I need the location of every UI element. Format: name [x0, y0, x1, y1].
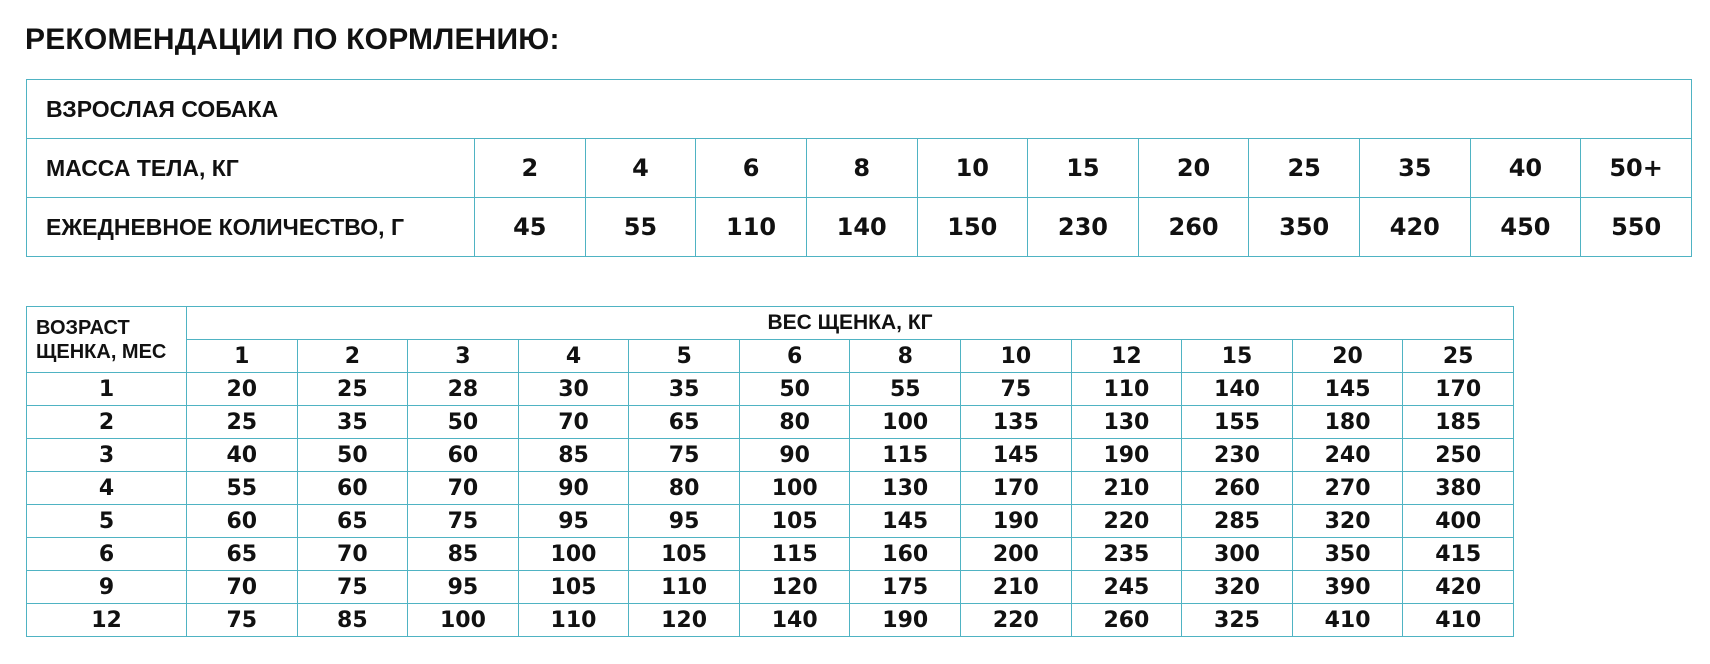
adult-title-row	[27, 80, 1692, 139]
puppy-amount-cell: 220	[1071, 505, 1182, 538]
puppy-amount-cell: 85	[297, 604, 408, 637]
puppy-amount-cell: 240	[1292, 439, 1403, 472]
adult-amount-cell: 550	[1581, 198, 1692, 257]
adult-weight-cell: 6	[696, 139, 807, 198]
puppy-amount-cell: 75	[408, 505, 519, 538]
puppy-amount-cell: 270	[1292, 472, 1403, 505]
puppy-amount-cell: 120	[739, 571, 850, 604]
puppy-table-row	[27, 406, 1514, 439]
puppy-amount-cell: 325	[1182, 604, 1293, 637]
puppy-amount-cell: 100	[739, 472, 850, 505]
puppy-amount-cell: 200	[961, 538, 1072, 571]
puppy-weight-cell: 5	[629, 340, 740, 373]
puppy-age-cell: 12	[27, 604, 187, 637]
puppy-amount-cell: 65	[629, 406, 740, 439]
puppy-amount-cell: 50	[297, 439, 408, 472]
puppy-amount-cell: 160	[850, 538, 961, 571]
puppy-amount-cell: 260	[1182, 472, 1293, 505]
puppy-amount-cell: 230	[1182, 439, 1293, 472]
puppy-amount-cell: 155	[1182, 406, 1293, 439]
puppy-amount-cell: 60	[187, 505, 298, 538]
adult-amount-cell: 230	[1028, 198, 1139, 257]
puppy-amount-cell: 110	[629, 571, 740, 604]
puppy-amount-cell: 380	[1403, 472, 1514, 505]
puppy-amount-cell: 145	[850, 505, 961, 538]
puppy-amount-cell: 28	[408, 373, 519, 406]
puppy-amount-cell: 180	[1292, 406, 1403, 439]
adult-weight-cell: 35	[1360, 139, 1471, 198]
puppy-amount-cell: 145	[1292, 373, 1403, 406]
puppy-weight-cell: 25	[1403, 340, 1514, 373]
puppy-amount-cell: 75	[297, 571, 408, 604]
puppy-age-header-line2: ЩЕНКА, МЕС	[36, 340, 167, 363]
puppy-amount-cell: 390	[1292, 571, 1403, 604]
puppy-amount-cell: 70	[297, 538, 408, 571]
puppy-amount-cell: 300	[1182, 538, 1293, 571]
puppy-table-row	[27, 472, 1514, 505]
puppy-table-row	[27, 571, 1514, 604]
puppy-table-row	[27, 604, 1514, 637]
page-title: РЕКОМЕНДАЦИИ ПО КОРМЛЕНИЮ:	[25, 23, 560, 56]
puppy-amount-cell: 80	[629, 472, 740, 505]
puppy-age-header	[27, 307, 187, 373]
puppy-amount-cell: 210	[1071, 472, 1182, 505]
puppy-amount-cell: 260	[1071, 604, 1182, 637]
adult-amount-cell: 420	[1360, 198, 1471, 257]
puppy-amount-cell: 130	[1071, 406, 1182, 439]
puppy-amount-cell: 105	[629, 538, 740, 571]
puppy-table-row	[27, 505, 1514, 538]
puppy-amount-cell: 75	[629, 439, 740, 472]
puppy-amount-cell: 415	[1403, 538, 1514, 571]
puppy-weight-cell: 6	[739, 340, 850, 373]
puppy-amount-cell: 35	[297, 406, 408, 439]
adult-amount-cell: 55	[585, 198, 696, 257]
adult-weight-cell: 10	[917, 139, 1028, 198]
puppy-amount-cell: 35	[629, 373, 740, 406]
adult-amount-cell: 260	[1138, 198, 1249, 257]
puppy-amount-cell: 320	[1292, 505, 1403, 538]
adult-amount-row	[27, 198, 1692, 257]
puppy-amount-cell: 65	[297, 505, 408, 538]
puppy-amount-cell: 170	[961, 472, 1072, 505]
puppy-weight-cell: 4	[518, 340, 629, 373]
puppy-amount-cell: 185	[1403, 406, 1514, 439]
adult-amount-label: ЕЖЕДНЕВНОЕ КОЛИЧЕСТВО, Г	[27, 198, 475, 257]
puppy-amount-cell: 75	[961, 373, 1072, 406]
puppy-weight-cell: 12	[1071, 340, 1182, 373]
puppy-amount-cell: 175	[850, 571, 961, 604]
puppy-feeding-table	[26, 306, 1514, 637]
puppy-amount-cell: 170	[1403, 373, 1514, 406]
puppy-amount-cell: 95	[408, 571, 519, 604]
puppy-amount-cell: 30	[518, 373, 629, 406]
adult-section-title: ВЗРОСЛАЯ СОБАКА	[27, 80, 1692, 139]
adult-weight-cell: 50+	[1581, 139, 1692, 198]
adult-amount-cell: 140	[806, 198, 917, 257]
puppy-weight-cell: 15	[1182, 340, 1293, 373]
puppy-age-cell: 9	[27, 571, 187, 604]
puppy-amount-cell: 250	[1403, 439, 1514, 472]
puppy-amount-cell: 60	[297, 472, 408, 505]
puppy-amount-cell: 110	[1071, 373, 1182, 406]
puppy-amount-cell: 70	[518, 406, 629, 439]
puppy-amount-cell: 50	[739, 373, 850, 406]
puppy-amount-cell: 75	[187, 604, 298, 637]
puppy-amount-cell: 130	[850, 472, 961, 505]
puppy-amount-cell: 55	[187, 472, 298, 505]
puppy-amount-cell: 350	[1292, 538, 1403, 571]
puppy-amount-cell: 105	[739, 505, 850, 538]
puppy-weight-cell: 20	[1292, 340, 1403, 373]
puppy-amount-cell: 55	[850, 373, 961, 406]
adult-weight-label: МАССА ТЕЛА, КГ	[27, 139, 475, 198]
puppy-amount-cell: 190	[850, 604, 961, 637]
adult-amount-cell: 150	[917, 198, 1028, 257]
puppy-age-header-line1: ВОЗРАСТ	[36, 316, 130, 339]
puppy-amount-cell: 400	[1403, 505, 1514, 538]
puppy-amount-cell: 25	[297, 373, 408, 406]
puppy-amount-cell: 190	[961, 505, 1072, 538]
adult-weight-cell: 2	[475, 139, 586, 198]
puppy-amount-cell: 95	[629, 505, 740, 538]
puppy-amount-cell: 115	[739, 538, 850, 571]
puppy-amount-cell: 145	[961, 439, 1072, 472]
puppy-amount-cell: 285	[1182, 505, 1293, 538]
adult-amount-cell: 450	[1470, 198, 1581, 257]
adult-amount-cell: 350	[1249, 198, 1360, 257]
puppy-weight-row	[27, 340, 1514, 373]
puppy-table-row	[27, 439, 1514, 472]
puppy-amount-cell: 100	[850, 406, 961, 439]
puppy-amount-cell: 85	[408, 538, 519, 571]
puppy-amount-cell: 210	[961, 571, 1072, 604]
adult-weight-row	[27, 139, 1692, 198]
puppy-amount-cell: 235	[1071, 538, 1182, 571]
puppy-amount-cell: 85	[518, 439, 629, 472]
puppy-weight-cell: 1	[187, 340, 298, 373]
puppy-amount-cell: 100	[518, 538, 629, 571]
puppy-amount-cell: 245	[1071, 571, 1182, 604]
adult-weight-cell: 25	[1249, 139, 1360, 198]
puppy-table-row	[27, 373, 1514, 406]
puppy-amount-cell: 140	[739, 604, 850, 637]
puppy-amount-cell: 90	[739, 439, 850, 472]
puppy-age-cell: 4	[27, 472, 187, 505]
puppy-weight-cell: 8	[850, 340, 961, 373]
puppy-amount-cell: 220	[961, 604, 1072, 637]
adult-weight-cell: 4	[585, 139, 696, 198]
adult-amount-cell: 45	[475, 198, 586, 257]
puppy-amount-cell: 420	[1403, 571, 1514, 604]
puppy-weight-cell: 3	[408, 340, 519, 373]
puppy-amount-cell: 80	[739, 406, 850, 439]
puppy-amount-cell: 50	[408, 406, 519, 439]
puppy-amount-cell: 70	[408, 472, 519, 505]
puppy-amount-cell: 65	[187, 538, 298, 571]
puppy-age-cell: 3	[27, 439, 187, 472]
puppy-amount-cell: 320	[1182, 571, 1293, 604]
puppy-header-row	[27, 307, 1514, 340]
adult-weight-cell: 40	[1470, 139, 1581, 198]
puppy-amount-cell: 95	[518, 505, 629, 538]
puppy-weight-header: ВЕС ЩЕНКА, КГ	[187, 307, 1514, 340]
puppy-age-cell: 2	[27, 406, 187, 439]
puppy-amount-cell: 410	[1403, 604, 1514, 637]
puppy-age-cell: 5	[27, 505, 187, 538]
puppy-amount-cell: 25	[187, 406, 298, 439]
puppy-amount-cell: 115	[850, 439, 961, 472]
adult-weight-cell: 8	[806, 139, 917, 198]
puppy-amount-cell: 20	[187, 373, 298, 406]
adult-weight-cell: 20	[1138, 139, 1249, 198]
puppy-amount-cell: 410	[1292, 604, 1403, 637]
puppy-amount-cell: 70	[187, 571, 298, 604]
adult-amount-cell: 110	[696, 198, 807, 257]
adult-feeding-table	[26, 79, 1692, 257]
puppy-table-row	[27, 538, 1514, 571]
puppy-amount-cell: 90	[518, 472, 629, 505]
puppy-amount-cell: 110	[518, 604, 629, 637]
adult-weight-cell: 15	[1028, 139, 1139, 198]
puppy-amount-cell: 190	[1071, 439, 1182, 472]
puppy-weight-cell: 10	[961, 340, 1072, 373]
puppy-amount-cell: 100	[408, 604, 519, 637]
puppy-amount-cell: 140	[1182, 373, 1293, 406]
puppy-weight-cell: 2	[297, 340, 408, 373]
puppy-age-cell: 1	[27, 373, 187, 406]
puppy-amount-cell: 120	[629, 604, 740, 637]
puppy-amount-cell: 60	[408, 439, 519, 472]
puppy-age-cell: 6	[27, 538, 187, 571]
puppy-amount-cell: 105	[518, 571, 629, 604]
puppy-amount-cell: 135	[961, 406, 1072, 439]
puppy-amount-cell: 40	[187, 439, 298, 472]
